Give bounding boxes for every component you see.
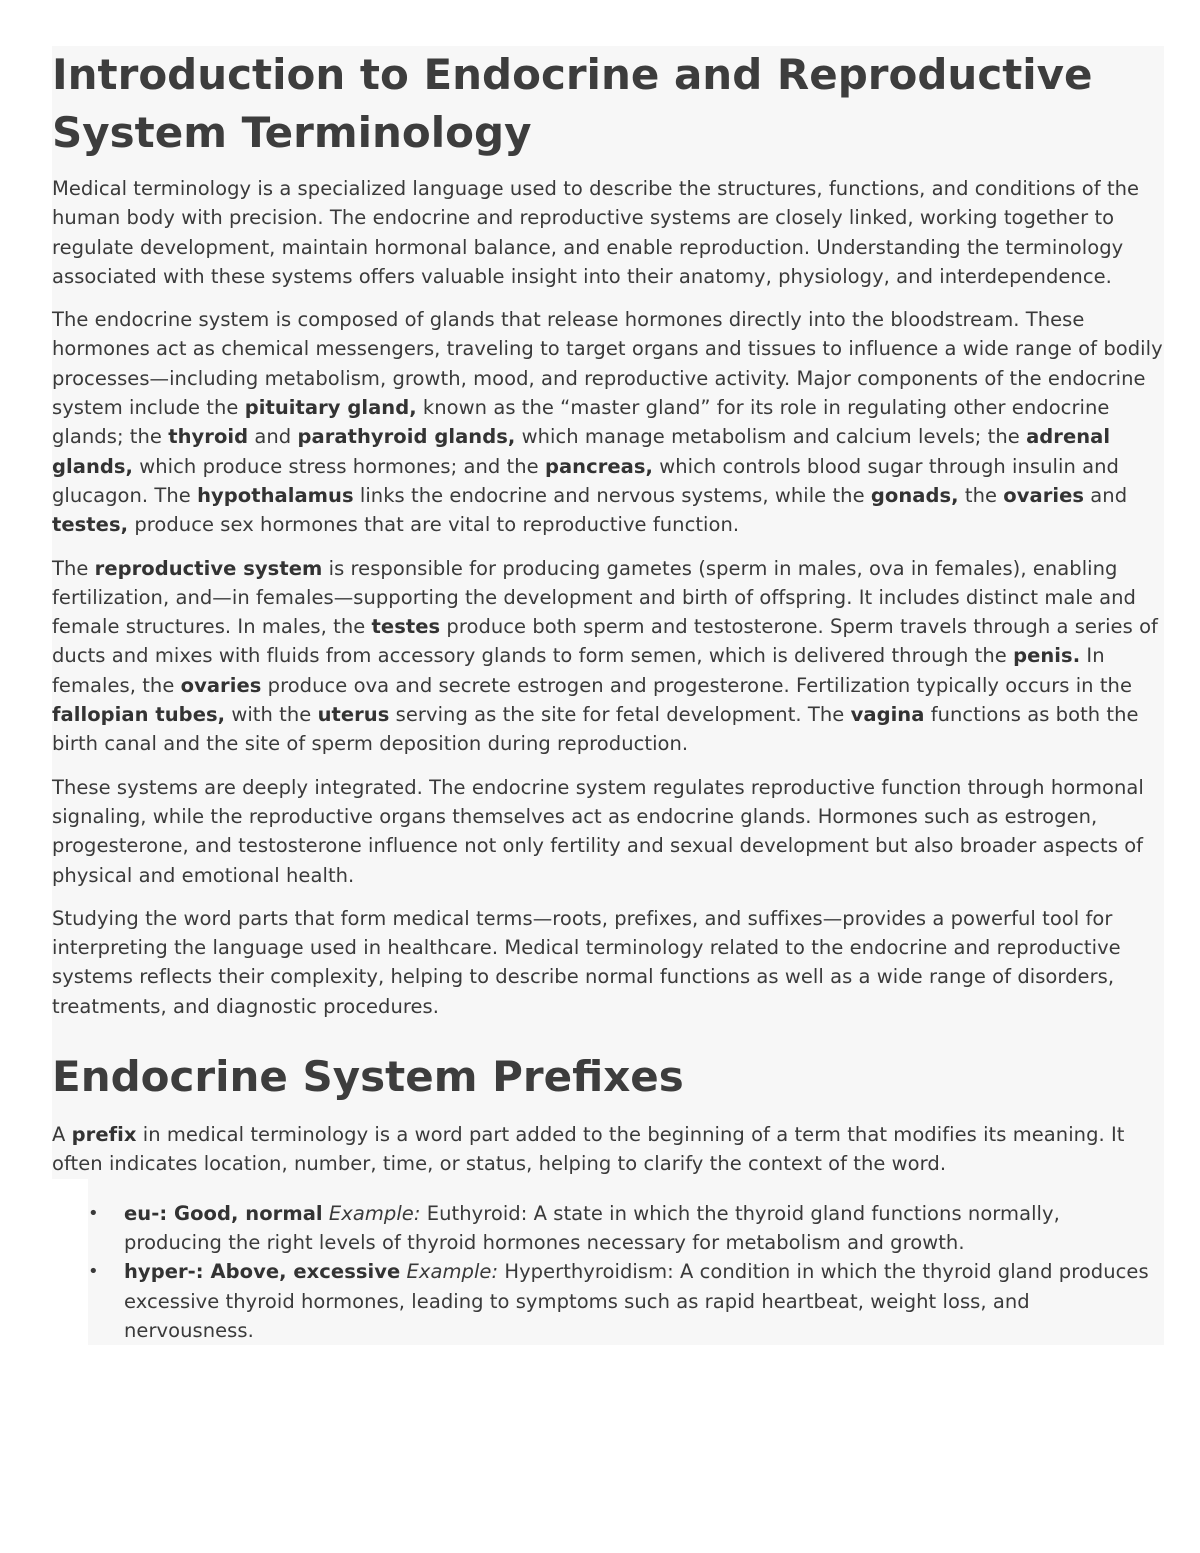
text: In females, the	[52, 644, 1105, 697]
term-parathyroid-glands: parathyroid glands,	[297, 425, 516, 449]
term-hypothalamus: hypothalamus	[197, 483, 354, 507]
term-prefix: prefix	[71, 1123, 137, 1147]
text: with the	[225, 703, 318, 727]
term-ovaries: ovaries	[1003, 483, 1085, 507]
text: A	[52, 1123, 72, 1147]
text: in medical terminology is a word part added to the beginning of a term that modifies its meaning. It often indicates location, number, time, or status, helping to clarify the context of the word.	[52, 1123, 1125, 1176]
prefix-term: hyper-: Above, excessive	[124, 1260, 401, 1284]
example-label: Example:	[328, 1201, 421, 1225]
prefix-list	[88, 1179, 1164, 1345]
term-uterus: uterus	[317, 703, 390, 727]
intro-paragraph-2	[52, 305, 1164, 539]
page-title: Introduction to Endocrine and Reproductive System Terminology	[52, 50, 1093, 157]
text: produce ova and secrete estrogen and progesterone. Fertilization typically occurs in the	[261, 673, 1132, 697]
term-testes: testes,	[52, 513, 129, 537]
intro-paragraph-1: Medical terminology is a specialized language used to describe the structures, functions, and conditions of the human body with precision. The endocrine and reproductive systems are closely linked, working together to regulate development, maintain hormonal balance, and enable reproduction. Understanding the terminology associated with these systems offers valuable insight into their anatomy, physiology, and interdependence.	[52, 177, 1140, 288]
text: functions as both the birth canal and the site of sperm deposition during reproduction.	[52, 703, 1139, 756]
text: produce sex hormones that are vital to reproductive function.	[128, 513, 740, 537]
example-label: Example:	[406, 1260, 499, 1284]
text: which produce stress hormones; and the	[133, 454, 545, 478]
text: which controls blood sugar through insulin and glucagon. The	[52, 454, 1119, 507]
text: links the endocrine and nervous systems, while the	[353, 483, 871, 507]
bullet-icon: •	[88, 1202, 99, 1224]
list-item	[88, 1199, 1164, 1258]
term-thyroid: thyroid	[168, 425, 249, 449]
text: produce both sperm and testosterone. Sperm travels through a series of ducts and mixes with fluids from accessory glands to form semen, which is delivered through the	[52, 615, 1158, 668]
term-penis: penis.	[1013, 644, 1081, 668]
term-adrenal-glands: adrenal glands,	[52, 425, 1111, 478]
prefix-term: eu-: Good, normal	[124, 1201, 323, 1225]
intro-paragraph-4: These systems are deeply integrated. The endocrine system regulates reproductive function through hormonal signaling, while the reproductive organs themselves act as endocrine glands. Hormones such as estrogen, progesterone, and testosterone influence not only fertility and sexual development but also broader aspects of physical and emotional health.	[52, 775, 1144, 887]
term-fallopian-tubes: fallopian tubes,	[52, 703, 226, 727]
example-text: Euthyroid: A state in which the thyroid gland functions normally, producing the right levels of thyroid hormones necessary for metabolism and growth.	[124, 1201, 1060, 1254]
text: and	[248, 425, 298, 449]
text: The endocrine system is composed of glands that release hormones directly into the bloodstream. These hormones act as chemical messengers, traveling to target organs and tissues to influence a wide range of bodily processes—including metabolism, growth, mood, and reproductive activity. Major components of the endocrine system include the	[52, 308, 1163, 420]
example-text: Hyperthyroidism: A condition in which the thyroid gland produces excessive thyroid hormones, leading to symptoms such as rapid heartbeat, weight loss, and nervousness.	[124, 1260, 1149, 1342]
text: serving as the site for fetal development. The	[389, 703, 851, 727]
section-heading-prefixes: Endocrine System Prefixes	[52, 1052, 684, 1102]
intro-section	[52, 46, 1164, 1179]
term-testes: testes	[371, 615, 441, 639]
intro-paragraph-3	[52, 554, 1164, 759]
text: the	[958, 483, 1004, 507]
term-gonads: gonads,	[870, 483, 959, 507]
term-ovaries: ovaries	[180, 673, 262, 697]
prefix-list-container	[88, 1179, 1164, 1345]
prefix-definition	[52, 1120, 1164, 1179]
intro-paragraph-5: Studying the word parts that form medical terms—roots, prefixes, and suffixes—provides a powerful tool for interpreting the language used in healthcare. Medical terminology related to the endocrine and reproductive systems reflects their complexity, helping to describe normal functions as well as a wide range of disorders, treatments, and diagnostic procedures.	[52, 906, 1121, 1018]
document-page	[52, 46, 1164, 1345]
text: known as the “master gland” for its role in regulating other endocrine glands; the	[52, 396, 1110, 449]
text: and	[1084, 483, 1128, 507]
term-vagina: vagina	[850, 703, 925, 727]
text: The	[52, 556, 95, 580]
text: which manage metabolism and calcium levels; the	[515, 425, 1027, 449]
term-pancreas: pancreas,	[544, 454, 653, 478]
bullet-icon: •	[88, 1261, 99, 1283]
text: is responsible for producing gametes (sperm in males, ova in females), enabling fertilization, and—in females—supporting the development and birth of offspring. It includes distinct male and female structures. In males, the	[52, 556, 1136, 639]
term-reproductive-system: reproductive system	[94, 556, 323, 580]
term-pituitary-gland: pituitary gland,	[244, 396, 417, 420]
list-item	[88, 1257, 1164, 1345]
